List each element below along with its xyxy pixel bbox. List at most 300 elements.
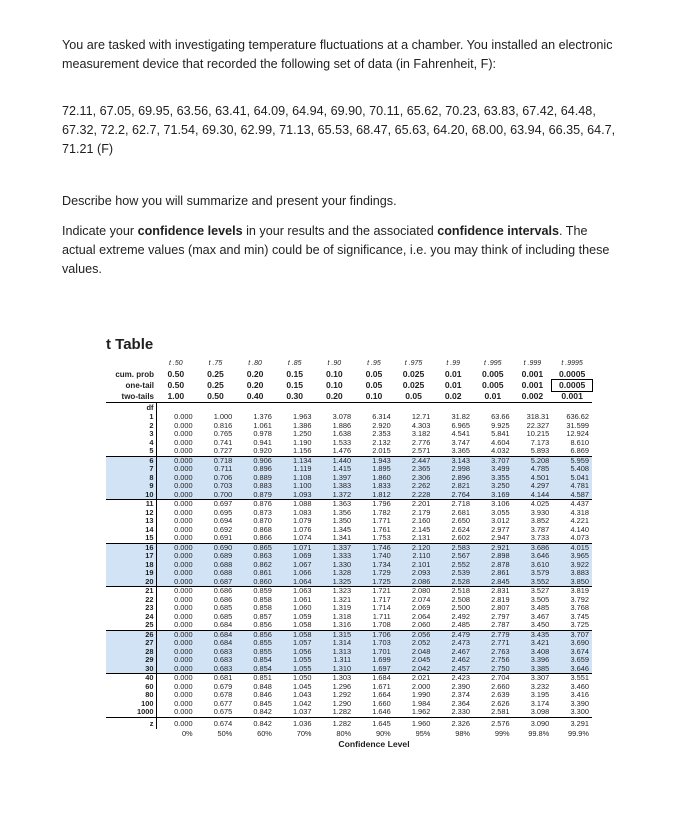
critical-value: 2.132: [372, 438, 391, 447]
critical-value: 1.325: [315, 578, 355, 587]
critical-value: 1.697: [354, 665, 394, 674]
t-symbol: t .80: [248, 360, 262, 367]
critical-value: 0.684: [196, 639, 236, 648]
critical-value: 1.057: [275, 639, 315, 648]
critical-value: 2.764: [433, 491, 473, 500]
critical-value: 3.787: [530, 525, 550, 534]
df-value: 9: [106, 482, 156, 491]
df-row: [106, 639, 592, 648]
critical-value: 2.977: [491, 525, 510, 534]
critical-value: 0.000: [156, 656, 196, 665]
df-value: 28: [106, 648, 156, 657]
t-symbol: t .50: [169, 360, 183, 367]
df-row: [106, 613, 592, 622]
critical-value: 0.846: [253, 691, 272, 699]
critical-value: 3.646: [552, 665, 592, 674]
critical-value: 1.533: [332, 438, 352, 447]
df-value: 30: [106, 665, 156, 674]
critical-value: 3.707: [552, 630, 592, 639]
critical-value: 1.886: [332, 421, 352, 430]
df-header-blank: [196, 403, 236, 414]
df-row: [106, 621, 592, 630]
critical-value: 1.386: [293, 421, 312, 430]
t-symbol: t .9995: [561, 360, 583, 367]
critical-value: 3.396: [513, 656, 553, 665]
critical-value: 0.679: [213, 682, 233, 691]
critical-value: 4.073: [552, 534, 592, 543]
df-value: 8: [106, 474, 156, 483]
critical-value: 0.697: [213, 499, 233, 508]
one-tail-row-value: 0.25: [207, 380, 224, 390]
critical-value: 1.058: [275, 630, 315, 639]
critical-value: 1.071: [275, 543, 315, 552]
t-symbol-label: [106, 358, 156, 369]
confidence-pct-row: [106, 729, 592, 739]
critical-value: 3.686: [513, 543, 553, 552]
critical-value: 0.856: [235, 621, 275, 630]
t-symbol-row: [106, 358, 592, 369]
df-header-blank: [235, 403, 275, 414]
critical-value: 2.998: [433, 465, 473, 474]
critical-value: 1.134: [275, 456, 315, 465]
critical-value: 2.262: [394, 482, 434, 491]
critical-value: 2.353: [372, 430, 391, 438]
critical-value: 0.000: [174, 586, 193, 595]
confidence-pct: 90%: [375, 728, 391, 738]
df-row: [106, 447, 592, 456]
critical-value: 2.756: [473, 656, 513, 665]
critical-value: 0.816: [213, 421, 233, 430]
critical-value: 3.460: [570, 682, 589, 691]
critical-value: 3.499: [473, 465, 513, 474]
critical-value: 0.000: [156, 630, 196, 639]
critical-value: 0.855: [235, 648, 275, 657]
critical-value: 3.552: [513, 578, 553, 587]
critical-value: 0.694: [213, 517, 233, 525]
df-header-blank: [275, 403, 315, 414]
df-row: [106, 517, 592, 526]
critical-value: 5.408: [552, 465, 592, 474]
critical-value: 0.686: [213, 586, 233, 595]
one-tail-row-value: 0.20: [246, 380, 264, 390]
critical-value: 4.221: [570, 517, 589, 525]
critical-value: 3.527: [530, 586, 550, 595]
critical-value: 1.895: [354, 465, 394, 474]
critical-value: 1.330: [315, 561, 355, 570]
critical-value: 1.045: [293, 682, 312, 691]
critical-value: 0.718: [196, 456, 236, 465]
critical-value: 3.747: [451, 438, 470, 447]
critical-value: 1.833: [354, 482, 394, 491]
t-symbol: t .75: [208, 360, 223, 367]
critical-value: 3.355: [473, 474, 513, 483]
critical-value: 0.685: [213, 612, 233, 621]
critical-value: 0.000: [174, 673, 193, 682]
df-header-blank: [552, 403, 592, 414]
two-tails-row-value: 0.50: [207, 391, 224, 401]
critical-value: 2.330: [451, 708, 470, 716]
critical-value: 3.365: [433, 447, 473, 456]
critical-value: 3.745: [570, 612, 589, 621]
df-value: 100: [106, 700, 156, 709]
two-tails-row-value: 0.20: [325, 391, 343, 401]
critical-value: 3.232: [530, 682, 550, 691]
critical-value: 4.604: [491, 438, 510, 447]
critical-value: 2.878: [473, 561, 513, 570]
critical-value: 3.674: [552, 648, 592, 657]
critical-value: 1.376: [253, 413, 272, 421]
critical-value: 4.501: [513, 474, 553, 483]
confidence-intervals-bold: confidence intervals: [437, 224, 560, 238]
critical-value: 1.318: [332, 612, 352, 621]
critical-value: 1.734: [354, 561, 394, 570]
df-value: 19: [106, 569, 156, 578]
critical-value: 2.064: [411, 612, 431, 621]
critical-value: 0.741: [213, 438, 233, 447]
df-value: 3: [106, 430, 156, 439]
critical-value: 3.467: [530, 612, 550, 621]
df-value: 15: [106, 534, 156, 543]
critical-value: 3.450: [513, 621, 553, 630]
df-row: [106, 422, 592, 431]
critical-value: 2.528: [433, 578, 473, 587]
critical-value: 1.350: [332, 517, 352, 525]
critical-value: 0.695: [213, 508, 233, 517]
z-value: 1.282: [315, 717, 355, 729]
cum-prob-row-value: 0.01: [444, 369, 462, 379]
confidence-pct: 60%: [257, 728, 272, 738]
critical-value: 3.143: [433, 456, 473, 465]
critical-value: 1.319: [332, 604, 352, 612]
critical-value: 3.385: [513, 665, 553, 674]
critical-value: 0.866: [235, 534, 275, 543]
df-row: [106, 500, 592, 509]
df-row: [106, 604, 592, 613]
critical-value: 0.842: [253, 708, 272, 716]
critical-value: 2.626: [491, 699, 510, 708]
critical-value: 1.333: [315, 552, 355, 561]
critical-value: 2.552: [433, 561, 473, 570]
critical-value: 0.691: [196, 534, 236, 543]
df-value: 23: [106, 604, 156, 613]
critical-value: 0.920: [235, 447, 275, 456]
z-value: 3.291: [552, 717, 592, 729]
df-value: 20: [106, 578, 156, 587]
critical-value: 1.074: [275, 534, 315, 543]
critical-value: 2.896: [433, 474, 473, 483]
critical-value: 0.848: [253, 682, 272, 691]
critical-value: 1.066: [275, 569, 315, 578]
critical-value: 7.173: [530, 438, 550, 447]
critical-value: 2.060: [394, 621, 434, 630]
cum-prob-row-value: 0.05: [365, 369, 383, 379]
critical-value: 0.727: [196, 447, 236, 456]
critical-value: 3.106: [491, 499, 510, 508]
critical-value: 1.337: [315, 543, 355, 552]
critical-value: 3.610: [513, 561, 553, 570]
df-header-blank: [433, 403, 473, 414]
critical-value: 1.782: [372, 508, 391, 517]
critical-value: 3.169: [473, 491, 513, 500]
critical-value: 0.000: [156, 552, 196, 561]
critical-value: 2.042: [394, 665, 434, 674]
critical-value: 2.374: [451, 691, 470, 699]
critical-value: 0.000: [156, 447, 196, 456]
critical-value: 2.787: [473, 621, 513, 630]
critical-value: 3.852: [530, 517, 550, 525]
critical-value: 1.311: [315, 656, 355, 665]
df-value: 7: [106, 465, 156, 474]
critical-value: 12.71: [411, 413, 431, 421]
critical-value: 1.190: [293, 438, 312, 447]
critical-value: 1.699: [354, 656, 394, 665]
critical-value: 2.228: [394, 491, 434, 500]
critical-value: 3.579: [513, 569, 553, 578]
critical-value: 2.581: [491, 708, 510, 716]
confidence-level-blank: [106, 739, 156, 750]
critical-value: 0.854: [235, 665, 275, 674]
critical-value: 3.421: [513, 639, 553, 648]
critical-value: 3.408: [513, 648, 553, 657]
critical-value: 6.965: [451, 421, 470, 430]
df-row: [106, 691, 592, 700]
critical-value: 3.646: [513, 552, 553, 561]
critical-value: 2.074: [411, 595, 431, 604]
critical-value: 2.583: [433, 543, 473, 552]
one-tail-row-value: 0.15: [286, 380, 304, 390]
critical-value: 0.000: [156, 639, 196, 648]
describe-prompt: Describe how you will summarize and present your findings.: [62, 194, 397, 208]
confidence-prompt-part3: . The actual extreme values (max and min) could be of significance, i.e. you may think of including these values.: [62, 224, 610, 276]
critical-value: 0.000: [174, 413, 193, 421]
confidence-level-label: Confidence Level: [338, 738, 410, 749]
one-tail-row-value: 0.025: [402, 380, 425, 390]
critical-value: 0.677: [213, 699, 233, 708]
critical-value: 2.920: [372, 421, 391, 430]
critical-value: 0.000: [174, 682, 193, 691]
critical-value: 0.689: [196, 552, 236, 561]
z-value: 3.090: [513, 717, 553, 729]
critical-value: 1.729: [354, 569, 394, 578]
df-row: [106, 482, 592, 491]
critical-value: 3.725: [552, 621, 592, 630]
df-value: 6: [106, 456, 156, 465]
critical-value: 6.869: [552, 447, 592, 456]
df-value: 2: [106, 422, 156, 431]
cum-prob-row: [106, 369, 592, 380]
critical-value: 0.000: [156, 561, 196, 570]
critical-value: 2.110: [394, 552, 434, 561]
critical-value: 1.290: [332, 699, 352, 708]
df-value: 80: [106, 691, 156, 700]
critical-value: 5.893: [513, 447, 553, 456]
critical-value: 2.639: [491, 691, 510, 699]
critical-value: 31.599: [566, 421, 589, 430]
critical-value: 0.706: [196, 474, 236, 483]
critical-value: 0.681: [213, 673, 233, 682]
df-row: [106, 587, 592, 596]
critical-value: 0.000: [174, 691, 193, 699]
critical-value: 0.690: [196, 543, 236, 552]
critical-value: 1.703: [354, 639, 394, 648]
critical-value: 4.015: [552, 543, 592, 552]
critical-value: 1.064: [275, 578, 315, 587]
critical-value: 6.314: [372, 413, 391, 421]
critical-value: 2.539: [433, 569, 473, 578]
critical-value: 4.032: [473, 447, 513, 456]
critical-value: 2.467: [433, 648, 473, 657]
critical-value: 3.182: [411, 430, 431, 438]
critical-value: 2.571: [394, 447, 434, 456]
critical-value: 1.860: [354, 474, 394, 483]
critical-value: 0.978: [253, 430, 272, 438]
df-row: [106, 683, 592, 692]
critical-value: 1.100: [275, 482, 315, 491]
critical-value: 2.492: [451, 612, 470, 621]
critical-value: 9.925: [491, 421, 510, 430]
z-value: 2.576: [473, 717, 513, 729]
critical-value: 1.440: [315, 456, 355, 465]
critical-value: 0.000: [156, 491, 196, 500]
two-tails-row-value: 0.02: [444, 391, 462, 401]
critical-value: 0.684: [196, 630, 236, 639]
critical-value: 0.700: [196, 491, 236, 500]
critical-value: 2.771: [473, 639, 513, 648]
critical-value: 3.390: [570, 699, 589, 708]
critical-value: 0.000: [174, 438, 193, 447]
critical-value: 3.307: [530, 673, 550, 682]
confidence-prompt-part2: in your results and the associated: [242, 224, 438, 238]
df-value: 24: [106, 613, 156, 622]
critical-value: 0.000: [174, 499, 193, 508]
critical-value: 5.041: [552, 474, 592, 483]
z-value: 0.000: [156, 717, 196, 729]
critical-value: 1.721: [372, 586, 391, 595]
critical-value: 3.174: [530, 699, 550, 708]
critical-value: 1.943: [354, 456, 394, 465]
critical-value: 3.250: [473, 482, 513, 491]
critical-value: 0.868: [253, 525, 272, 534]
critical-value: 3.551: [570, 673, 589, 682]
critical-value: 0.678: [213, 691, 233, 699]
critical-value: 1.660: [372, 699, 391, 708]
critical-value: 3.078: [332, 413, 352, 421]
critical-value: 3.690: [552, 639, 592, 648]
critical-value: 0.000: [174, 708, 193, 716]
critical-value: 1.310: [315, 665, 355, 674]
critical-value: 1.714: [372, 604, 391, 612]
critical-value: 0.000: [156, 482, 196, 491]
critical-value: 0.684: [196, 621, 236, 630]
critical-value: 0.845: [253, 699, 272, 708]
critical-value: 1.069: [275, 552, 315, 561]
confidence-pct: 50%: [217, 728, 233, 738]
critical-value: 4.140: [570, 525, 589, 534]
critical-value: 4.541: [451, 430, 470, 438]
critical-value: 3.435: [513, 630, 553, 639]
critical-value: 1.711: [372, 612, 391, 621]
critical-value: 2.052: [394, 639, 434, 648]
intro-text: You are tasked with investigating temperature fluctuations at a chamber. You installed an electronic measurement device that recorded the following set of data (in Fahrenheit, F):: [62, 38, 613, 71]
two-tails-row: [106, 391, 592, 403]
critical-value: 1.372: [315, 491, 355, 500]
critical-value: 0.000: [174, 430, 193, 438]
critical-value: 0.859: [253, 586, 272, 595]
critical-value: 1.328: [315, 569, 355, 578]
df-header-blank: [156, 403, 196, 414]
confidence-pct: 99%: [494, 728, 510, 738]
df-row: [106, 465, 592, 474]
critical-value: 4.303: [411, 421, 431, 430]
cum-prob-row-value: 0.001: [521, 369, 544, 379]
critical-value: 1.323: [332, 586, 352, 595]
df-row: [106, 708, 592, 717]
critical-value: 1.321: [332, 595, 352, 604]
t-symbol: t .85: [287, 360, 302, 367]
cum-prob-row-value: 0.15: [286, 369, 304, 379]
critical-value: 0.000: [174, 508, 193, 517]
df-value: 18: [106, 561, 156, 570]
critical-value: 2.086: [394, 578, 434, 587]
cum-prob-row-label: cum. prob: [115, 370, 154, 379]
critical-value: 1.314: [315, 639, 355, 648]
critical-value: 2.056: [394, 630, 434, 639]
critical-value: 1.315: [315, 630, 355, 639]
df-value: 16: [106, 543, 156, 552]
critical-value: 4.297: [513, 482, 553, 491]
critical-value: 1.296: [332, 682, 352, 691]
critical-value: 1.345: [332, 525, 352, 534]
critical-value: 0.861: [235, 569, 275, 578]
critical-value: 3.930: [530, 508, 550, 517]
two-tails-row-label: two-tails: [121, 392, 154, 401]
df-header-blank: [394, 403, 434, 414]
critical-value: 0.000: [156, 648, 196, 657]
critical-value: 2.602: [433, 534, 473, 543]
critical-value: 1.055: [275, 656, 315, 665]
two-tails-row-value: 0.01: [484, 391, 502, 401]
critical-value: 1.812: [354, 491, 394, 500]
df-header-blank: [473, 403, 513, 414]
critical-value: 0.000: [156, 474, 196, 483]
critical-value: 1.076: [293, 525, 312, 534]
critical-value: 1.646: [372, 708, 391, 716]
critical-value: 2.807: [491, 604, 510, 612]
critical-value: 2.423: [451, 673, 470, 682]
two-tails-row-value: 0.40: [246, 391, 264, 401]
critical-value: 3.922: [552, 561, 592, 570]
critical-value: 4.144: [513, 491, 553, 500]
critical-value: 2.819: [491, 595, 510, 604]
critical-value: 2.120: [394, 543, 434, 552]
critical-value: 2.069: [411, 604, 431, 612]
confidence-pct: 99.8%: [528, 728, 550, 738]
df-header-blank: [315, 403, 355, 414]
critical-value: 0.000: [174, 525, 193, 534]
df-value: 5: [106, 447, 156, 456]
critical-value: 1.063: [293, 586, 312, 595]
critical-value: 2.457: [433, 665, 473, 674]
critical-value: 1.043: [293, 691, 312, 699]
critical-value: 2.500: [451, 604, 470, 612]
critical-value: 2.479: [433, 630, 473, 639]
critical-value: 0.000: [174, 595, 193, 604]
confidence-pct: 99.9%: [568, 728, 589, 738]
df-value: 25: [106, 621, 156, 630]
critical-value: 1.303: [332, 673, 352, 682]
critical-value: 4.437: [570, 499, 589, 508]
critical-value: 636.62: [566, 413, 589, 421]
